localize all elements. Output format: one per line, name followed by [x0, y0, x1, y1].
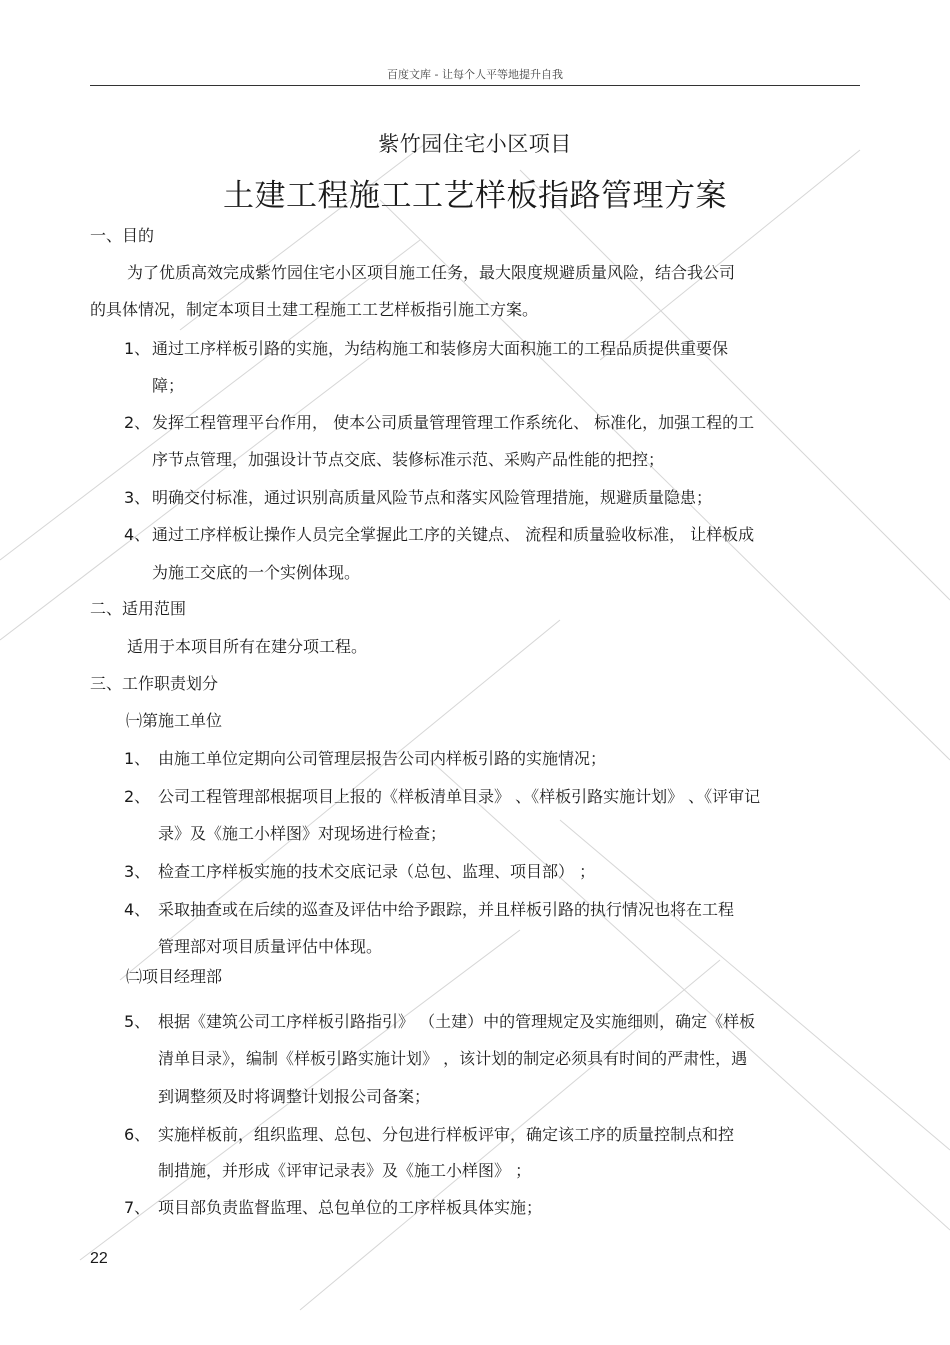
duty-item-number: 2、 — [124, 787, 151, 806]
purpose-item-text: 序节点管理，加强设计节点交底、装修标准示范、采购产品性能的把控； — [152, 450, 665, 469]
section-heading-duties: 三、工作职责划分 — [90, 674, 219, 693]
duty-item-text: 清单目录》，编制《样板引路实施计划》 ，该计划的制定必须具有时间的严肃性，遇 — [158, 1049, 748, 1068]
purpose-item-text: 障； — [152, 376, 185, 395]
duty-item-text: 项目部负责监督监理、总包单位的工序样板具体实施； — [158, 1198, 543, 1217]
duty-item-number: 5、 — [124, 1012, 151, 1031]
duty-item-text: 实施样板前，组织监理、总包、分包进行样板评审，确定该工序的质量控制点和控 — [158, 1125, 735, 1144]
duty-item-number: 7、 — [124, 1198, 151, 1217]
document-title: 土建工程施工工艺样板指路管理方案 — [223, 178, 727, 214]
purpose-item-text: 通过工序样板引路的实施，为结构施工和装修房大面积施工的工程品质提供重要保 — [152, 339, 729, 358]
purpose-item-text: 通过工序样板让操作人员完全掌握此工序的关键点、 流程和质量验收标准， 让样板成 — [152, 525, 755, 544]
duty-item-text: 录》及《施工小样图》对现场进行检查； — [158, 824, 447, 843]
purpose-paragraph-line2: 的具体情况，制定本项目土建工程施工工艺样板指引施工方案。 — [90, 300, 539, 319]
header-divider — [90, 85, 860, 86]
purpose-item-text: 明确交付标准，通过识别高质量风险节点和落实风险管理措施，规避质量隐患； — [152, 488, 713, 507]
subsection-construction-unit: ㈠第施工单位 — [126, 711, 223, 730]
purpose-item-number: 1、 — [124, 339, 151, 358]
duty-item-text: 到调整须及时将调整计划报公司备案； — [158, 1087, 431, 1106]
purpose-item-number: 4、 — [124, 525, 151, 544]
section-heading-scope: 二、适用范围 — [90, 599, 187, 618]
purpose-item-number: 2、 — [124, 413, 151, 432]
subsection-project-management: ㈡项目经理部 — [126, 967, 223, 986]
duty-item-number: 1、 — [124, 749, 151, 768]
duty-item-number: 6、 — [124, 1125, 151, 1144]
duty-item-text: 根据《建筑公司工序样板引路指引》 （土建）中的管理规定及实施细则，确定《样板 — [158, 1012, 756, 1031]
scope-text: 适用于本项目所有在建分项工程。 — [127, 637, 368, 656]
purpose-item-text: 发挥工程管理平台作用， 使本公司质量管理管理工作系统化、 标准化，加强工程的工 — [152, 413, 755, 432]
purpose-item-number: 3、 — [124, 488, 151, 507]
purpose-paragraph-line1: 为了优质高效完成紫竹园住宅小区项目施工任务，最大限度规避质量风险，结合我公司 — [127, 263, 736, 282]
duty-item-text: 由施工单位定期向公司管理层报告公司内样板引路的实施情况； — [158, 749, 607, 768]
purpose-item-text: 为施工交底的一个实例体现。 — [152, 563, 361, 582]
page-header: 百度文库 - 让每个人平等地提升自我 — [387, 68, 563, 81]
duty-item-number: 3、 — [124, 862, 151, 881]
duty-item-number: 4、 — [124, 900, 151, 919]
section-heading-purpose: 一、目的 — [90, 226, 155, 245]
page-number: 22 — [90, 1250, 108, 1267]
duty-item-text: 制措施，并形成《评审记录表》及《施工小样图》 ； — [158, 1161, 532, 1180]
duty-item-text: 采取抽查或在后续的巡查及评估中给予跟踪，并且样板引路的执行情况也将在工程 — [158, 900, 735, 919]
document-subtitle: 紫竹园住宅小区项目 — [378, 132, 572, 156]
duty-item-text: 管理部对项目质量评估中体现。 — [158, 937, 383, 956]
duty-item-text: 公司工程管理部根据项目上报的《样板清单目录》 、《样板引路实施计划》 、《评审记 — [158, 787, 761, 806]
duty-item-text: 检查工序样板实施的技术交底记录（总包、监理、项目部） ； — [158, 862, 596, 881]
